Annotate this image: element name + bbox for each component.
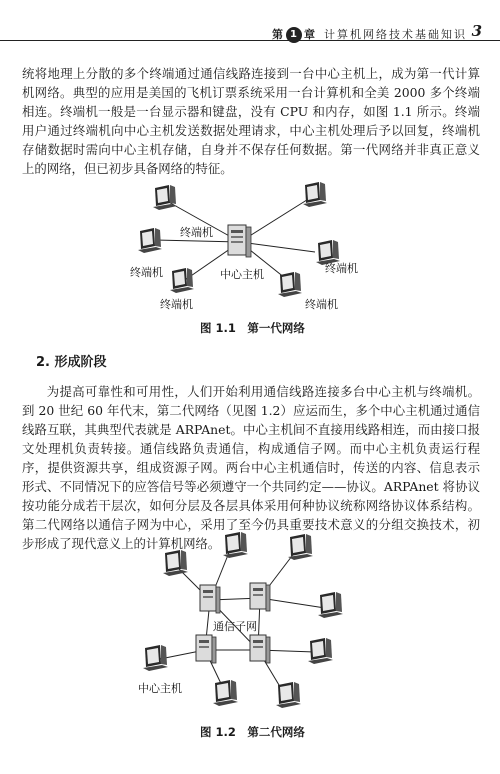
terminal-icon (223, 532, 248, 558)
terminal-label: 终端机 (130, 266, 163, 279)
subnet-label: 通信子网 (213, 620, 257, 633)
terminal-icon (153, 185, 177, 210)
terminal-icon (170, 268, 194, 293)
terminal-icon (138, 228, 162, 253)
node-computer-icon (200, 585, 220, 613)
page-number: 3 (471, 22, 482, 40)
terminal-label: 终端机 (325, 262, 358, 275)
terminal-icon (276, 682, 301, 708)
terminal-label: 终端机 (160, 298, 193, 311)
terminal-icon (163, 550, 188, 576)
terminal-icon (278, 272, 302, 297)
host-computer-icon (228, 225, 251, 257)
terminal-icon (213, 680, 238, 706)
section-2-paragraph: 为提高可靠性和可用性，人们开始利用通信线路连接多台中心主机与终端机。到 20 世纪 60 年代末，第二代网络（见图 1.2）应运而生，多个中心主机通过通信线路互联，其典型代表就是 ARPAnet。中心主机间不直接用线路相连，而由接口报文处理机负责转接。通信线路负责通信，构成通信子网。而中心主机负责运行程序，提供资源共享，组成资源子网。两台中心主机通信时，传送的内容、信息表示形式、不同情况下的应答信号等必须遵守一个共同约定——协议。ARPAnet 将协议按功能分成若干层次，如何分层及各层具体采用何种协议统称网络协议体系结构。第二代网络以通信子网为中心，采用了至今仍具重要技术意义的分组交换技术，初步形成了现代意义上的计算机网络。 (22, 384, 480, 551)
section-title: 2. 形成阶段 (36, 355, 107, 370)
chapter-heading (272, 26, 467, 43)
terminal-icon (143, 645, 168, 671)
intro-paragraph: 统将地理上分散的多个终端通过通信线路连接到一台中心主机上，成为第一代计算机网络。典型的应用是美国的飞机订票系统采用一台计算机和全美 2000 多个终端相连。终端机一般是一台显示器和键盘，没有 CPU 和内存，如图 1.1 所示。终端用户通过终端机向中心主机发送数据处理请求，中心主机处理后予以回复，终端机存储数据时需向中心主机存储，自身并不保存任何数据。第一代网络并非真正意义上的网络，但已初步具备网络的特征。 (22, 66, 480, 176)
terminal-icon (308, 638, 333, 664)
node-computer-icon (196, 635, 216, 663)
figure-1-2-caption: 图 1.2 第二代网络 (200, 725, 305, 739)
terminal-icon (318, 592, 343, 618)
terminal-label: 终端机 (180, 226, 213, 239)
terminal-label: 终端机 (305, 298, 338, 311)
chapter-suffix: 章 (304, 28, 316, 41)
figure-1-1-diagram (100, 180, 400, 315)
host-label: 中心主机 (220, 268, 264, 281)
chapter-number-badge: 1 (286, 27, 302, 43)
page-header (0, 0, 500, 41)
chapter-prefix: 第 (272, 28, 284, 41)
figure-1-1-caption: 图 1.1 第一代网络 (200, 321, 305, 335)
terminal-icon (303, 182, 327, 207)
chapter-title: 计算机网络技术基础知识 (324, 28, 467, 41)
figure-1-2-diagram (110, 530, 390, 710)
node-computer-icon (250, 583, 270, 611)
host-label: 中心主机 (138, 682, 182, 695)
node-computer-icon (250, 635, 270, 663)
